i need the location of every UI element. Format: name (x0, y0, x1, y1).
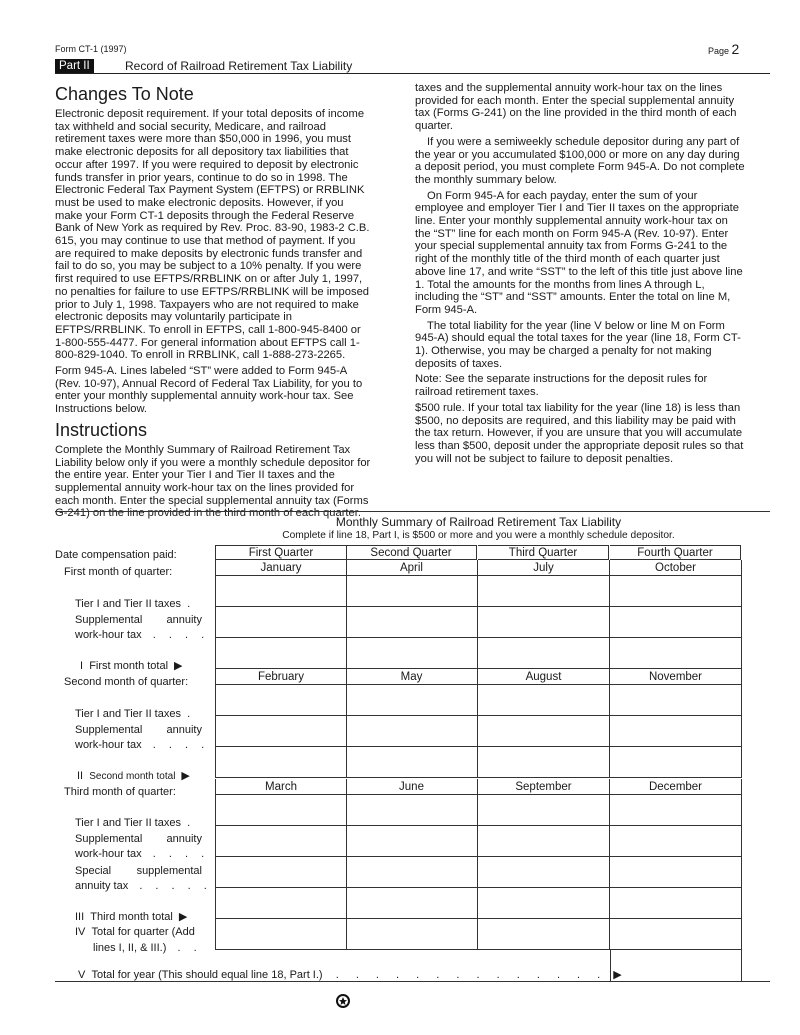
tier-label: Tier I and Tier II taxes . (75, 598, 191, 610)
arrow-right-icon: ▶ (174, 660, 183, 672)
amount-input[interactable] (478, 576, 610, 607)
amount-input[interactable] (610, 716, 742, 747)
changes-heading: Changes To Note (55, 84, 194, 104)
month-header: October (610, 560, 742, 576)
part-label: Part II (55, 59, 94, 73)
label-text: Total for quarter (Add (91, 926, 195, 938)
amount-input[interactable] (346, 607, 478, 638)
label-text: Second month of quarter: (64, 676, 189, 688)
special-label (75, 865, 202, 877)
amount-input[interactable] (610, 607, 742, 638)
amount-input[interactable] (346, 919, 478, 950)
amount-input[interactable] (215, 607, 347, 638)
line-V-label: V Total for year (This should equal line 18, Part I.) . . . . . . . . . . . . . . ▶ (78, 969, 622, 981)
tier-label: Tier I and Tier II taxes . (75, 708, 191, 720)
amount-input[interactable] (346, 826, 478, 857)
third-month-label (64, 786, 176, 798)
label-text: Supplemental (75, 833, 143, 845)
amount-input[interactable] (478, 888, 610, 919)
label-text: annuity (166, 833, 202, 845)
amount-input[interactable] (610, 576, 742, 607)
page-number (708, 41, 739, 57)
amount-input[interactable] (478, 747, 610, 778)
instructions-p3: On Form 945-A for each payday, enter the sum of your employee and employer Tier I and Tier II taxes on the appropriate line. Enter your monthly supplemental annuity work-hour tax on the “ST” line for each month on Form 945-A (Rev. 10-97). Enter your special supplemental annuity tax from Forms G-241 to the right of the monthly title of the third month of each quarter just above line 17, and write “SST” to the left of this title just above line 1. Total the amounts for the months from lines A through L, including the “ST” and “SST” amounts. Enter the total on line M, Form 945-A. (415, 189, 743, 316)
amount-input[interactable] (215, 716, 347, 747)
instructions-p5: Note: See the separate instructions for the deposit rules for railroad retirement taxes. (415, 373, 708, 399)
label-text: V (78, 969, 86, 981)
month-header: September (478, 779, 610, 795)
amount-input[interactable] (610, 747, 742, 778)
label-text: IV (75, 926, 86, 938)
work-hour-label: work-hour tax . . . . (75, 739, 210, 751)
amount-input[interactable] (346, 685, 478, 716)
label-text: Supplemental (75, 614, 143, 626)
work-hour-label: work-hour tax . . . . (75, 629, 210, 641)
amount-input[interactable] (215, 919, 347, 950)
summary-title: Monthly Summary of Railroad Retirement Tax Liability (335, 515, 622, 529)
amount-input[interactable] (346, 576, 478, 607)
tier-label: Tier I and Tier II taxes . (75, 817, 191, 829)
amount-input[interactable] (478, 638, 610, 669)
month-header: December (610, 779, 742, 795)
amount-input[interactable] (215, 576, 347, 607)
supplemental-label (75, 833, 202, 845)
amount-input[interactable] (215, 638, 347, 669)
amount-input[interactable] (610, 795, 742, 826)
recycled-paper-icon (336, 994, 350, 1008)
label-text: lines I, II, & III.) (93, 942, 167, 954)
page-label: Page (708, 46, 730, 56)
amount-input[interactable] (215, 747, 347, 778)
quarter-header: Fourth Quarter (610, 545, 741, 560)
label-text: annuity tax (75, 880, 129, 892)
first-month-label (64, 566, 172, 578)
month-header: August (478, 669, 610, 685)
amount-input[interactable] (610, 638, 742, 669)
label-text: annuity (166, 614, 202, 626)
quarter-header: Third Quarter (478, 545, 609, 560)
label-text: First month of quarter: (64, 566, 173, 578)
part-header (55, 59, 770, 74)
changes-p1: Electronic deposit requirement. If your total deposits of income tax withheld and social security, Medicare, and railroad retirement taxes were more than $50,000 in 1996, you must make electronic deposits for all depository tax liabilities that occur after 1997. If you were required to deposit by electronic funds transfer in prior years, continue to do so in 1998. The Electronic Federal Tax Payment System (EFTPS) or RRBLINK must be used to make electronic deposits. However, if you make your Form CT-1 deposits through the Federal Reserve Bank of New York as required by Rev. Proc. 83-90, 1983-2 C.B. 615, you may continue to use that method of payment. If you are required to make deposits by electronic funds transfer and fail to do so, you may be subject to a 10% penalty. If you were first required to use EFTPS/RRBLINK on or after July 1, 1997, no penalties for failure to use EFTPS/RRBLINK will be imposed prior to July 1, 1998. Taxpayers who are not required to make electronic deposits may voluntarily participate in EFTPS/RRBLINK. To enroll in EFTPS, call 1-800-945-8400 or 1-800-555-4477. For general information about EFTPS call 1-800-829-1040. To enroll in RRBLINK, call 1-888-273-2265. (55, 108, 370, 362)
label-text: Date compensation paid: (55, 549, 177, 561)
amount-input[interactable] (478, 826, 610, 857)
label-text: Total for year (This should equal line 18, Part I.) (91, 969, 323, 981)
amount-input[interactable] (346, 888, 478, 919)
month-header: May (346, 669, 478, 685)
special-annuity-label: annuity tax . . . . . (75, 880, 212, 892)
amount-input[interactable] (346, 795, 478, 826)
line-II-label (77, 769, 190, 782)
month-header: February (215, 669, 347, 685)
date-paid-label (55, 549, 177, 561)
supplemental-label (75, 724, 202, 736)
amount-input[interactable] (478, 685, 610, 716)
label-text: work-hour tax (75, 739, 142, 751)
label-text: work-hour tax (75, 629, 142, 641)
label-text: annuity (166, 724, 202, 736)
line-III-label (75, 910, 187, 923)
amount-input[interactable] (215, 888, 347, 919)
instructions-p4: The total liability for the year (line V below or line M on Form 945-A) should equal the total taxes for the year (line 18, Form CT-1). Otherwise, you may be charged a penalty for not making deposits of taxes. (415, 319, 741, 370)
summary-subtitle: Complete if line 18, Part I, is $500 or more and you were a monthly schedule depositor. (282, 530, 675, 541)
instructions-p2: If you were a semiweekly schedule depositor during any part of the year or you accumulated $100,000 or more on any day during a deposit period, you must complete Form 945-A. Do not complete the monthly summary below. (415, 135, 745, 186)
arrow-right-icon: ▶ (613, 969, 622, 981)
month-header: April (346, 560, 478, 576)
instructions-p1-continued: taxes and the supplemental annuity work-hour tax on the lines provided for each month. Enter the special supplemental annuity tax (Forms G-241) on the line provided in the third month of each quarter. (415, 82, 737, 133)
work-hour-label: work-hour tax . . . . (75, 848, 210, 860)
label-text: Supplemental (75, 724, 143, 736)
right-column (415, 82, 745, 468)
amount-input[interactable] (215, 685, 347, 716)
amount-input[interactable] (346, 747, 478, 778)
label-text: Third month total (90, 911, 173, 923)
line-IV-label (75, 926, 195, 938)
label-text: Second month total (89, 771, 176, 782)
line-IV-label-2: lines I, II, & III.) . . (93, 942, 202, 954)
quarter-header: Second Quarter (346, 545, 477, 560)
amount-input[interactable] (346, 716, 478, 747)
amount-input[interactable] (610, 685, 742, 716)
amount-input[interactable] (478, 919, 610, 950)
month-header: July (478, 560, 610, 576)
amount-input[interactable] (215, 795, 347, 826)
instructions-p1: Complete the Monthly Summary of Railroad Retirement Tax Liability below only if you were a monthly schedule depositor for the entire year. Enter your Tier I and Tier II taxes and the supplemental annuity work-hour tax on the lines provided for each month. Enter the special supplemental annuity tax (Forms G-241) on the line provided in the third month of each quarter. (55, 443, 371, 520)
amount-input[interactable] (215, 826, 347, 857)
supplemental-label (75, 614, 202, 626)
arrow-right-icon: ▶ (181, 770, 190, 782)
amount-input[interactable] (346, 638, 478, 669)
divider (55, 511, 770, 512)
amount-input[interactable] (610, 919, 742, 950)
amount-input[interactable] (478, 857, 610, 888)
arrow-right-icon: ▶ (178, 911, 188, 923)
amount-input[interactable] (610, 857, 742, 888)
month-header: June (346, 779, 478, 795)
label-text: First month total (89, 660, 169, 672)
label-text: Third month of quarter: (64, 786, 176, 798)
label-text: II (77, 770, 84, 782)
amount-input[interactable] (215, 857, 347, 888)
label-text: III (75, 911, 85, 923)
part-title: Record of Railroad Retirement Tax Liability (125, 59, 353, 73)
year-total-input[interactable] (610, 950, 742, 981)
changes-p2: Form 945-A. Lines labeled “ST” were added to Form 945-A (Rev. 10-97), Annual Record of Federal Tax Liability, for you to enter your monthly supplemental annuity work-hour tax. See Instructions below. (55, 365, 363, 416)
amount-input[interactable] (478, 607, 610, 638)
amount-input[interactable] (346, 857, 478, 888)
label-text: supplemental (136, 865, 202, 877)
month-header: January (215, 560, 347, 576)
line-I-label (80, 659, 183, 672)
divider-bottom (55, 981, 770, 982)
label-text: Tier I and Tier II taxes (75, 817, 181, 829)
amount-input[interactable] (610, 888, 742, 919)
label-text: Tier I and Tier II taxes (75, 598, 181, 610)
instructions-heading: Instructions (55, 419, 148, 440)
month-header: November (610, 669, 742, 685)
form-id: Form CT-1 (1997) (55, 44, 127, 54)
label-text: work-hour tax (75, 848, 142, 860)
label-text: I (80, 660, 84, 672)
instructions-p6: $500 rule. If your total tax liability for the year (line 18) is less than $500, no deposits are required, and this liability may be paid with the tax return. However, if you are unsure that you will accumulate less than $500, deposit under the appropriate deposit rules so that you will not be subject to failure to deposit penalties. (415, 401, 744, 465)
label-text: Tier I and Tier II taxes (75, 708, 181, 720)
amount-input[interactable] (478, 716, 610, 747)
quarter-header: First Quarter (215, 545, 347, 560)
left-column (55, 84, 373, 520)
second-month-label (64, 676, 188, 688)
amount-input[interactable] (610, 826, 742, 857)
page-num: 2 (731, 41, 740, 57)
amount-input[interactable] (478, 795, 610, 826)
month-header: March (215, 779, 347, 795)
label-text: Special (75, 865, 112, 877)
